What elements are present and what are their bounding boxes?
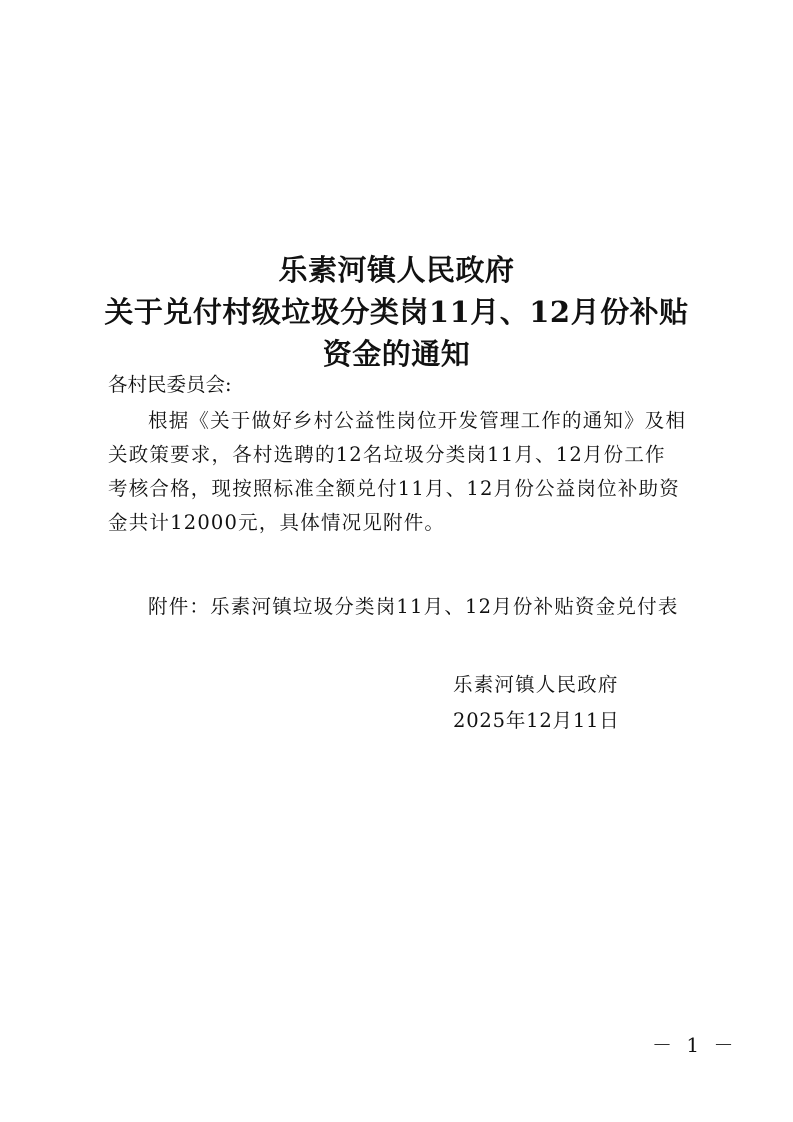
body-line-2: 关政策要求，各村选聘的12名垃圾分类岗11月、12月份工作: [108, 443, 666, 466]
salutation: 各村民委员会:: [108, 373, 232, 396]
signature-organization: 乐素河镇人民政府: [453, 673, 619, 696]
document-title-line-3: 资金的通知: [322, 337, 471, 371]
body-line-4: 金共计12000元，具体情况见附件。: [108, 511, 446, 534]
body-line-1: 根据《关于做好乡村公益性岗位开发管理工作的通知》及相: [148, 409, 687, 432]
attachment-note: 附件：乐素河镇垃圾分类岗11月、12月份补贴资金兑付表: [148, 595, 679, 618]
page-number: － 1 －: [652, 1033, 738, 1057]
signature-date: 2025年12月11日: [453, 709, 620, 732]
document-title-line-2: 关于兑付村级垃圾分类岗11月、12月份补贴: [104, 295, 689, 329]
document-title-line-1: 乐素河镇人民政府: [278, 253, 515, 287]
body-line-3: 考核合格，现按照标准全额兑付11月、12月份公益岗位补助资: [108, 477, 680, 500]
